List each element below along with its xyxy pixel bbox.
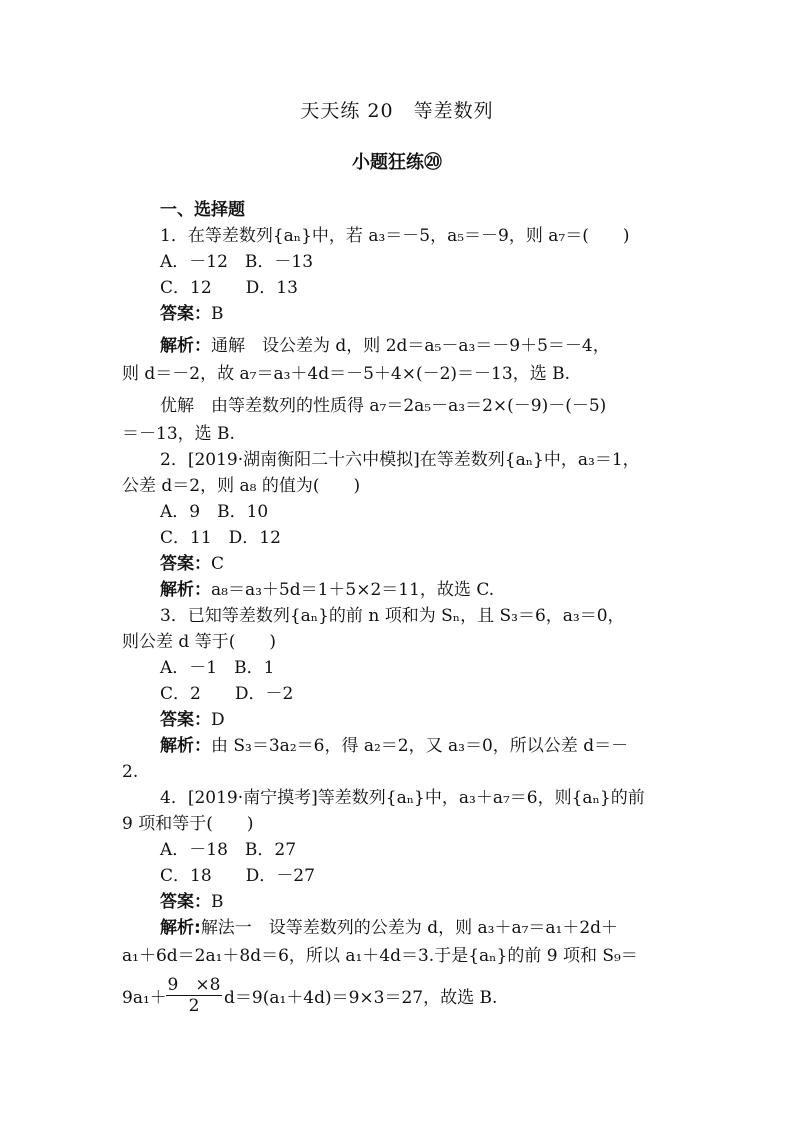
question-4-solution-line-3b: d＝9(a₁＋4d)＝9×3＝27，故选 B. — [224, 988, 498, 1008]
question-4: 4．[2019·南宁摸考]等差数列{aₙ}中，a₃＋a₇＝6，则{aₙ}的前 — [160, 788, 645, 808]
question-4-options-ab: A．－18 B．27 — [160, 840, 297, 860]
section-heading: 一、选择题 — [160, 200, 245, 220]
question-3-solution-line-2: 2. — [122, 762, 139, 782]
question-4-continued: 9 项和等于( ) — [122, 814, 254, 834]
question-2-solution — [160, 578, 494, 602]
question-2-options-cd: C．11 D．12 — [160, 528, 281, 548]
solution-text: 通解 设公差为 d，则 2d＝a₅－a₃＝－9＋5＝－4， — [211, 336, 610, 356]
solution-label: 解析： — [160, 736, 211, 756]
question-1-solution-line-4: ＝－13，选 B. — [122, 424, 235, 444]
solution-text: 解法一 设等差数列的公差为 d，则 a₃＋a₇＝a₁＋2d＋ — [200, 918, 619, 938]
page-subtitle: 小题狂练⑳ — [352, 152, 442, 173]
question-3-options-cd: C．2 D．－2 — [160, 684, 294, 704]
answer-label: 答案： — [160, 554, 211, 574]
answer-value: B — [211, 304, 224, 324]
question-4-options-cd: C．18 D．－27 — [160, 866, 315, 886]
solution-text: a₈＝a₃＋5d＝1＋5×2＝11，故选 C. — [211, 580, 495, 600]
question-3-continued: 则公差 d 等于( ) — [122, 632, 276, 652]
question-4-solution — [160, 916, 618, 940]
solution-label: 解析: — [160, 918, 201, 938]
question-2-answer — [160, 552, 224, 576]
answer-label: 答案： — [160, 892, 211, 912]
question-4-solution-line-2: a₁＋6d＝2a₁＋8d＝6，所以 a₁＋4d＝3.于是{aₙ}的前 9 项和 S₉＝ — [122, 946, 638, 966]
question-1-answer — [160, 302, 224, 326]
question-4-solution-line-3a: 9a₁＋ — [122, 988, 167, 1008]
question-3: 3．已知等差数列{aₙ}的前 n 项和为 Sₙ，且 S₃＝6，a₃＝0， — [160, 606, 625, 626]
solution-label: 解析： — [160, 580, 211, 600]
question-3-options-ab: A．－1 B．1 — [160, 658, 275, 678]
question-1-solution-line-2: 则 d＝－2，故 a₇＝a₃＋4d＝－5＋4×(－2)＝－13，选 B. — [122, 364, 570, 384]
solution-text: 由 S₃＝3a₂＝6，得 a₂＝2，又 a₃＝0，所以公差 d＝－ — [211, 736, 629, 756]
page-title: 天天练 20 等差数列 — [300, 100, 494, 122]
answer-label: 答案： — [160, 710, 211, 730]
answer-label: 答案： — [160, 304, 211, 324]
question-4-answer — [160, 890, 224, 914]
question-3-answer — [160, 708, 225, 732]
question-2: 2．[2019·湖南衡阳二十六中模拟]在等差数列{aₙ}中，a₃＝1， — [160, 450, 640, 470]
question-2-options-ab: A．9 B．10 — [160, 502, 269, 522]
question-1-options-ab: A．－12 B．－13 — [160, 252, 314, 272]
solution-label: 解析： — [160, 336, 211, 356]
fraction — [166, 970, 222, 1016]
question-1: 1．在等差数列{aₙ}中，若 a₃＝－5，a₅＝－9，则 a₇＝( ) — [160, 226, 630, 246]
answer-value: D — [211, 710, 225, 730]
question-1-solution-line-3: 优解 由等差数列的性质得 a₇＝2a₅－a₃＝2×(－9)－(－5) — [160, 396, 607, 416]
question-2-continued: 公差 d＝2，则 a₈ 的值为( ) — [122, 476, 361, 496]
question-3-solution — [160, 734, 628, 758]
answer-value: B — [211, 892, 224, 912]
question-1-solution — [160, 334, 610, 358]
question-1-options-cd: C．12 D．13 — [160, 278, 298, 298]
answer-value: C — [211, 554, 225, 574]
fraction-numerator: 9 ×8 — [167, 975, 221, 995]
fraction-denominator: 2 — [188, 996, 200, 1016]
